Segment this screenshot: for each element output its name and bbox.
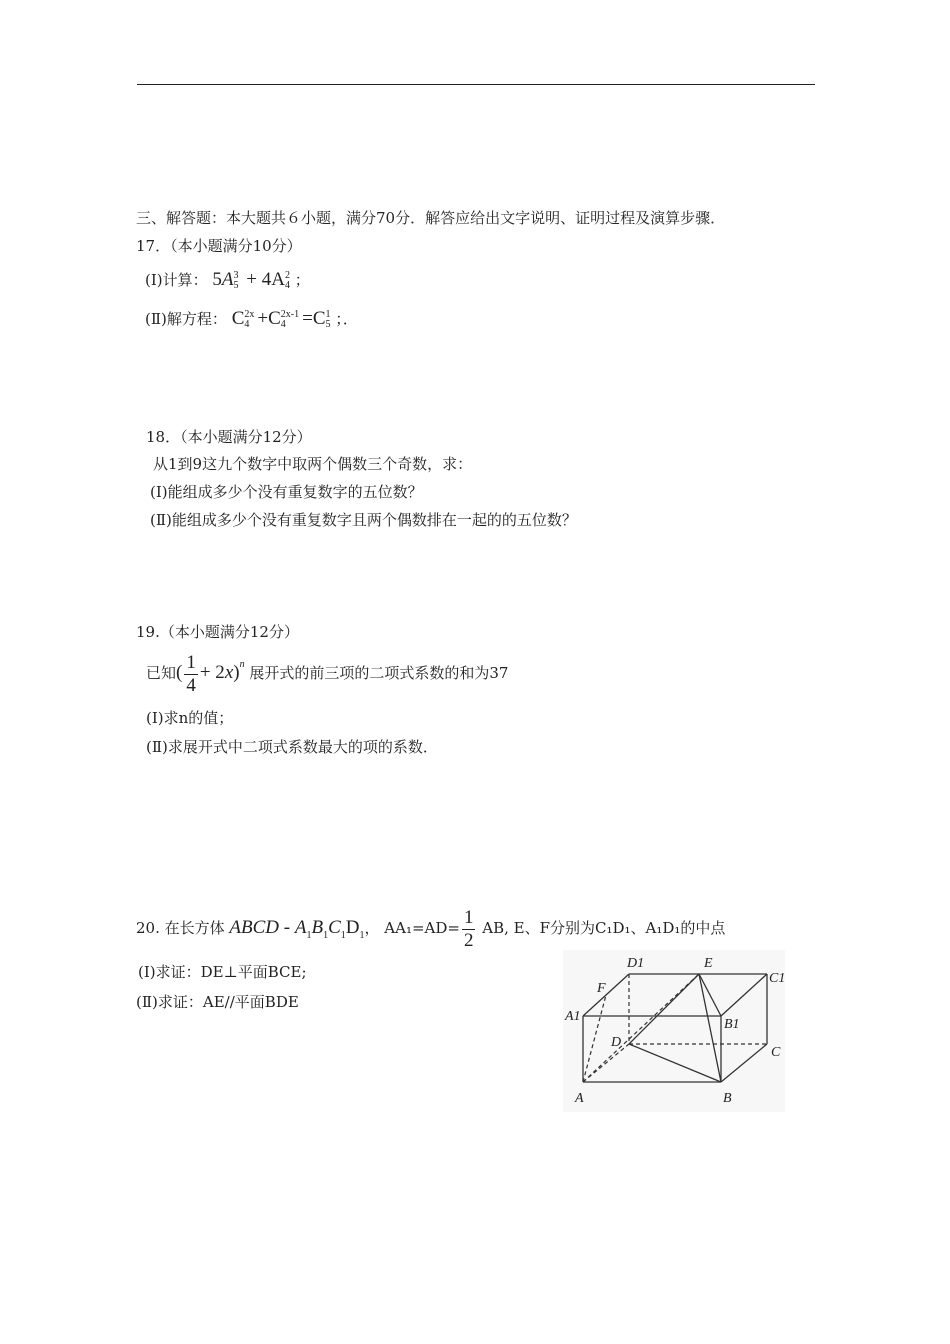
label-b1: B1 xyxy=(724,1017,740,1032)
edge-b1c1 xyxy=(721,974,767,1016)
q18-title: 18．（本小题满分12分） xyxy=(146,428,312,446)
label-b: B xyxy=(723,1091,732,1106)
q19-expression: + 2x)$^n$ xyxy=(199,658,245,683)
cuboid-figure xyxy=(563,950,785,1112)
q19-fraction: $\frac{1}{4}$ xyxy=(186,651,196,696)
q17-part2 xyxy=(145,306,358,332)
q17-part1-formula: 5A 3 5 + 4A 2 4 xyxy=(212,269,290,291)
q18-stem: 从1到9这九个数字中取两个偶数三个奇数，求： xyxy=(153,455,473,473)
q19-part2: (Ⅱ)求展开式中二项式系数最大的项的系数． xyxy=(146,738,438,756)
label-e: E xyxy=(704,956,713,971)
line-eb1 xyxy=(699,974,721,1016)
q20-solid-name: ABCD - $A_1B_1C_1D_1$ xyxy=(229,917,365,941)
label-d1: D1 xyxy=(627,956,645,971)
q20-part2: (Ⅱ)求证：AE//平面BDE xyxy=(136,993,299,1011)
q20-prefix: 20. 在长方体 xyxy=(136,919,225,937)
q20-stem: 20. 在长方体 ABCD - $A_1B_1C_1D_1$， AA₁=AD= $\frac{1}{2}$ AB, E、F分别为C₁D₁、A₁D₁的中点 xyxy=(136,906,726,951)
label-c: C xyxy=(771,1045,781,1060)
line-eb xyxy=(699,974,721,1082)
line-db xyxy=(629,1044,721,1082)
edge-bc xyxy=(721,1044,767,1082)
q17-part1-prefix: (I)计算： xyxy=(145,271,208,289)
q20-condition: AA₁=AD= xyxy=(384,919,460,937)
label-d: D xyxy=(611,1035,622,1050)
q17-part1-suffix: ； xyxy=(294,271,310,289)
q17-part1 xyxy=(145,267,310,293)
q19-stem: 已知( $\frac{1}{4}$ + 2x)$^n$ 展开式的前三项的二项式系数的和为37 xyxy=(146,651,509,696)
label-f: F xyxy=(597,981,606,996)
q20-fraction: $\frac{1}{2}$ xyxy=(463,906,474,951)
line-af xyxy=(583,995,606,1082)
label-c1: C1 xyxy=(769,971,785,986)
edge-a1d1 xyxy=(583,974,629,1016)
q18-part2: (Ⅱ)能组成多少个没有重复数字且两个偶数排在一起的的五位数？ xyxy=(150,511,577,529)
q19-stem-prefix: 已知 xyxy=(146,664,177,682)
q18-part1: (I)能组成多少个没有重复数字的五位数？ xyxy=(150,483,423,501)
q19-part1: (I)求n的值； xyxy=(146,709,234,727)
q20-condition-suffix: AB, E、F分别为C₁D₁、A₁D₁的中点 xyxy=(482,919,726,937)
q19-stem-suffix: 展开式的前三项的二项式系数的和为37 xyxy=(249,664,509,682)
section-header: 三、解答题：本大题共６小题，满分70分．解答应给出文字说明、证明过程及演算步骤． xyxy=(136,209,726,227)
label-a: A xyxy=(575,1091,584,1106)
q19-title: 19.（本小题满分12分） xyxy=(136,623,299,641)
cuboid-svg xyxy=(563,950,785,1112)
q17-title: 17．（本小题满分10分） xyxy=(136,237,302,255)
q17-part2-formula: C 2x 4 +C 2x-1 4 =C 1 5 xyxy=(231,308,331,330)
q17-part2-prefix: (Ⅱ)解方程： xyxy=(145,310,227,328)
q20-part1: (I)求证：DE⊥平面BCE; xyxy=(138,963,307,981)
label-a1: A1 xyxy=(565,1009,581,1024)
q17-part2-suffix: ；． xyxy=(335,310,358,328)
top-rule xyxy=(137,84,815,85)
